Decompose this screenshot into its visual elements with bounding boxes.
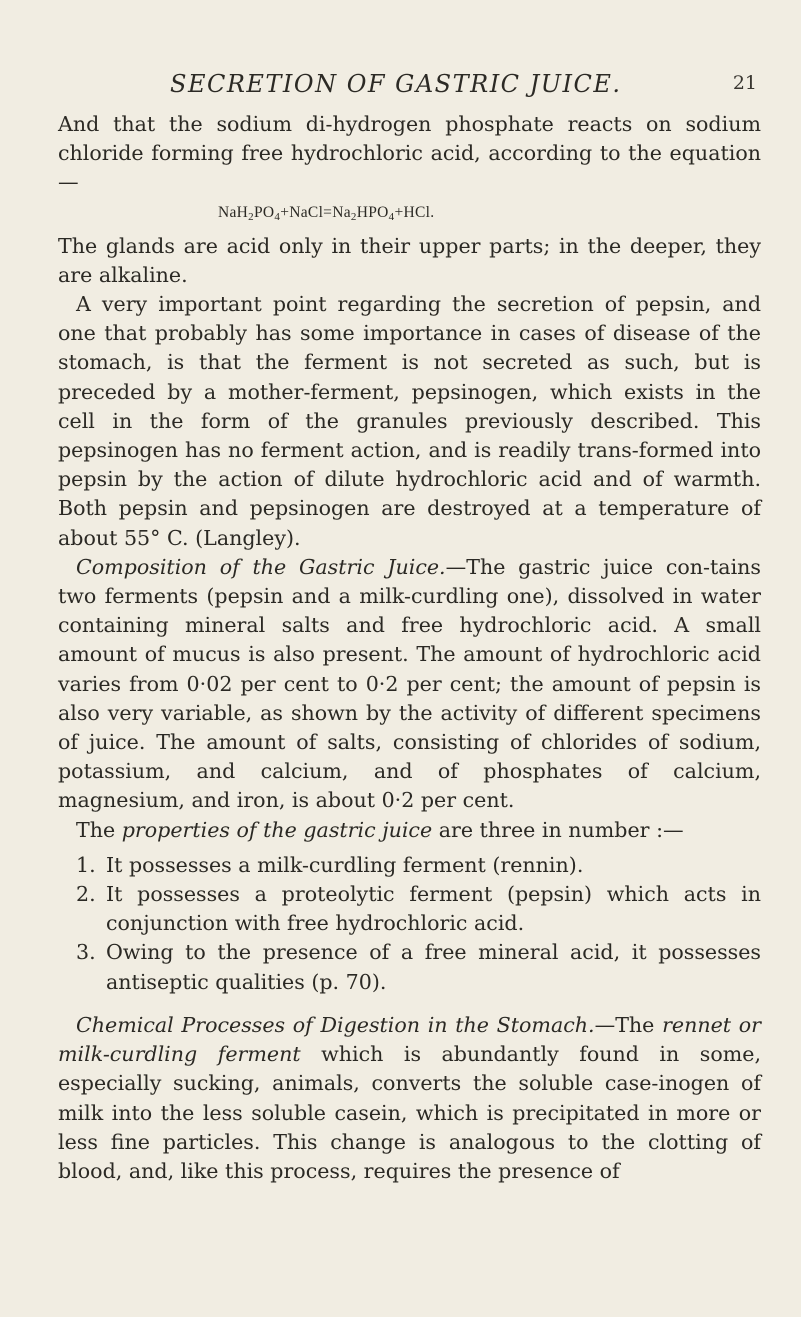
paragraph-glands: The glands are acid only in their upper parts; in the deeper, they are alkaline.: [58, 233, 761, 287]
paragraph-chemical-processes: [58, 1011, 761, 1186]
chemical-equation: [58, 200, 761, 226]
list-item: [58, 851, 761, 880]
paragraph-composition: [58, 553, 761, 816]
chemical-processes-dash: —The: [594, 1012, 663, 1037]
chemical-processes-text: which is abundantly found in some, especially sucking, animals, converts the soluble case-inogen of milk into the less soluble casein, which is precipitated in more or less fine particles. This change is analogous to the clotting of blood, and, like this process, requires the presence of: [58, 1042, 761, 1183]
list-item-number: 3.: [76, 940, 96, 965]
list-item-number: 1.: [76, 852, 96, 877]
equation-subscript: 2: [248, 210, 254, 223]
equation-part: +HCl.: [394, 203, 435, 221]
properties-list: [58, 851, 761, 997]
body-text: [58, 110, 761, 1186]
running-title: SECRETION OF GASTRIC JUICE.: [170, 70, 622, 98]
composition-text: —The gastric juice con-tains two ferments (pepsin and a milk-curdling one), dissolved in water containing mineral salts and free hydrochloric acid. A small amount of mucus is also present. The amount of hydrochloric acid varies from 0·02 per cent to 0·2 per cent; the amount of pepsin is also very variable, as shown by the activity of different specimens of juice. The amount of salts, consisting of chlorides of sodium, potassium, and calcium, and of phosphates of calcium, magnesium, and iron, is about 0·2 per cent.: [58, 554, 761, 813]
page-header: [58, 0, 761, 110]
paragraph-properties-intro: [58, 816, 761, 845]
list-item-text: It possesses a milk-curdling ferment (rennin).: [106, 852, 584, 877]
list-item: [58, 938, 761, 996]
equation-subscript: 4: [274, 210, 281, 223]
composition-heading: Composition of the Gastric Juice.: [76, 554, 446, 579]
equation-subscript: 2: [350, 210, 357, 223]
list-item-number: 2.: [76, 882, 96, 907]
page-number: 21: [732, 72, 757, 94]
properties-intro-before: The: [76, 817, 122, 842]
paragraph-equation-intro: And that the sodium di-hydrogen phosphate reacts on sodium chloride forming free hydrochloric acid, according to the equation—: [58, 112, 761, 195]
list-item-text: It possesses a proteolytic ferment (pepsin) which acts in conjunction with free hydrochloric acid.: [106, 882, 761, 936]
equation-subscript: 4: [388, 210, 395, 223]
equation-part: +NaCl=Na: [280, 203, 351, 221]
properties-intro-italic: properties of the gastric juice: [121, 817, 433, 842]
rennet-term: rennet or milk-curdling ferment: [58, 1012, 762, 1067]
equation-part: PO: [253, 203, 275, 221]
properties-intro-after: are three in number :—: [432, 817, 684, 842]
paragraph-pepsin: A very important point regarding the secretion of pepsin, and one that probably has some importance in cases of disease of the stomach, is that the ferment is not secreted as such, but is preceded by a mother-ferment, pepsinogen, which exists in the cell in the form of the granules previously described. This pepsinogen has no ferment action, and is readily trans-formed into pepsin by the action of dilute hydrochloric acid and of warmth. Both pepsin and pepsinogen are destroyed at a temperature of about 55° C. (Langley).: [58, 292, 761, 550]
equation-part: HPO: [356, 203, 389, 221]
list-item-text: Owing to the presence of a free mineral acid, it possesses antiseptic qualities (p. 70).: [106, 940, 761, 994]
list-item: [58, 880, 761, 938]
equation-part: NaH: [218, 203, 249, 221]
chemical-processes-heading: Chemical Processes of Digestion in the Stomach.: [76, 1012, 595, 1037]
